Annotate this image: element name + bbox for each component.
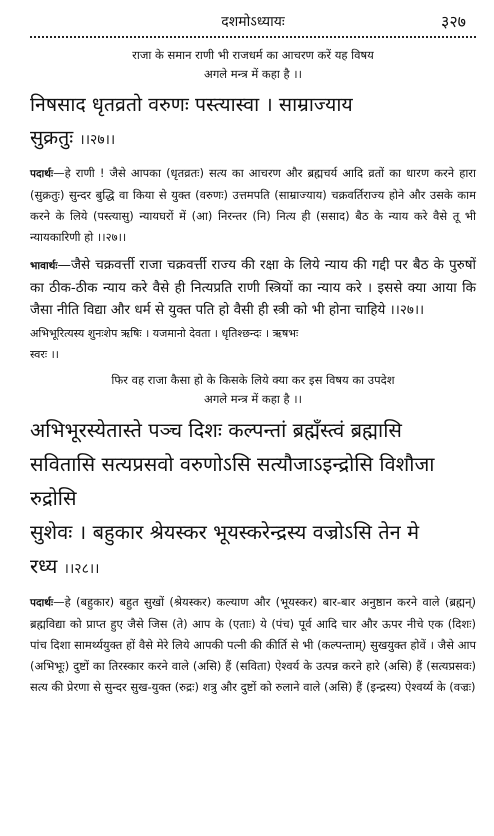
bhavartha-label: भावार्थः: [30, 260, 58, 272]
mantra-verse: [30, 88, 476, 157]
mantra-line: सुक्रतुः: [30, 126, 74, 149]
section-mantra-28: [30, 371, 476, 698]
running-title: दशमोऽध्यायः: [221, 14, 285, 30]
padartha-text: —हे राणी ! जैसे आपका (धृतव्रतः) सत्य का आचरण और ब्रह्मचर्य आदि व्रतों का धारण करने हारा (सुक्रतुः) सुन्दर बुद्धि वा किया से युक्त (वरुणः) उत्तमपति (साम्राज्याय) चक्रवर्तिराज्य होने और उसके काम करने के लिये (पस्त्यासु) न्यायघरों में (आ) निरन्तर (नि) नित्य ही (ससाद) बैठ के न्याय करे वैसे तू भी न्यायकारिणी हो ।।२७।।: [30, 166, 476, 244]
padartha-label: पदार्थः: [30, 597, 54, 609]
page-number: ३२७: [441, 12, 466, 31]
section-intro: [30, 46, 476, 84]
padartha-label: पदार्थः: [30, 168, 54, 180]
metadata-line: स्वरः ।।: [30, 348, 59, 361]
section-intro: [30, 371, 476, 409]
mantra-line: सवितासि सत्यप्रसवो वरुणोऽसि सत्यौजाऽइन्द्रोसि विशौजा रुद्रोसि: [30, 452, 435, 510]
mantra-line: निषसाद धृतव्रतो वरुणः पस्त्यास्वा । साम्राज्याय: [30, 93, 353, 116]
intro-line: फिर वह राजा कैसा हो के किसके लिये क्या कर इस विषय का उपदेश: [111, 373, 395, 387]
metadata-line: अभिभूरित्यस्य शुनःशेप ऋषिः । यजमानो देवता । धृतिश्छन्दः । ऋषभः: [30, 327, 299, 340]
header-divider: [30, 36, 476, 38]
mantra-line: अभिभूरस्येतास्ते पञ्च दिशः कल्पन्तां ब्रह्मँस्त्वं ब्रह्मासि: [30, 418, 402, 442]
bhavartha-paragraph: [30, 254, 476, 321]
mantra-line: सुशेवः । बहुकार श्रेयस्कर भूयस्करेन्द्रस्य वज्रोऽसि तेन मे: [30, 520, 420, 544]
intro-line: अगले मन्त्र में कहा है ।।: [204, 67, 302, 81]
section-mantra-27: [30, 46, 476, 365]
intro-line: राजा के समान राणी भी राजधर्म का आचरण करें यह विषय: [132, 48, 374, 62]
mantra-metadata: [30, 323, 476, 365]
padartha-paragraph: [30, 163, 476, 248]
mantra-verse: [30, 413, 476, 586]
intro-line: अगले मन्त्र में कहा है ।।: [204, 392, 302, 406]
bhavartha-text: —जैसे चक्रवर्त्ती राजा चक्रवर्त्ती राज्य की रक्षा के लिये न्याय की गद्दी पर बैठ के पुरुषों का ठीक-ठीक न्याय करे वैसे ही नित्यप्रति राणी स्त्रियों का न्याय करे । इससे क्या आया कि जैसा नीति विद्या और धर्म से युक्त पति हो वैसी ही स्त्री को भी होना चाहिये ।।२७।।: [30, 257, 476, 318]
mantra-line: रध्य: [30, 554, 58, 578]
verse-number: ।।२७।।: [79, 132, 116, 148]
padartha-paragraph: [30, 592, 476, 698]
page-header: [30, 0, 476, 40]
padartha-text: —हे (बहुकार) बहुत सुखों (श्रेयस्कर) कल्याण और (भूयस्कर) बार-बार अनुष्ठान करने वाले (ब्रह्मन्) ब्रह्मविद्या को प्राप्त हुए जैसे जिस (ते) आप के (एताः) ये (पंच) पूर्व आदि चार और ऊपर नीचे एक (दिशः) पांच दिशा सामर्थ्ययुक्त हों वैसे मेरे लिये आपकी पत्नी की कीर्ति से भी (कल्पन्ताम्) सुखयुक्त होवें । जैसे आप (अभिभूः) दुष्टों का तिरस्कार करने वाले (असि) हैं (सविता) ऐश्वर्य के उत्पन्न करने हारे (असि) हैं (सत्यप्रसवः) सत्य की प्रेरणा से सुन्दर सुख-युक्त (रुद्रः) शत्रु और दुष्टों को रुलाने वाले (असि) हैं (इन्द्रस्य) ऐश्वर्य्य के (वज्रः): [30, 595, 476, 694]
verse-number: ।।२८।।: [63, 561, 100, 577]
